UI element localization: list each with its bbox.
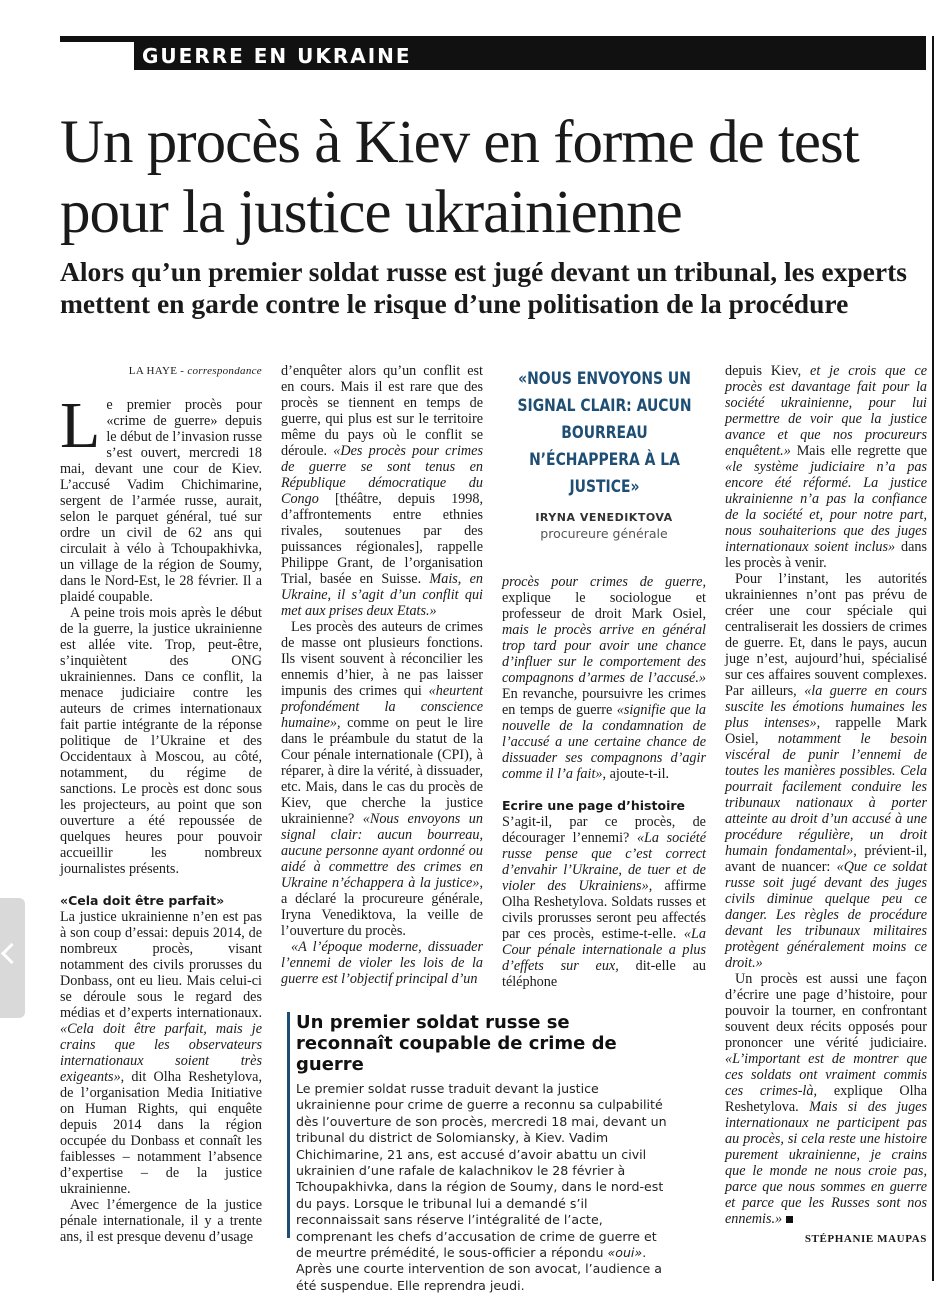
subheading: Ecrire une page d’histoire bbox=[502, 798, 685, 813]
paragraph bbox=[725, 363, 927, 571]
article-column-2 bbox=[281, 363, 483, 987]
text-span: Les procès des auteurs de crimes de masse ont plusieurs fonctions. Ils visent souvent à réconcilier les ennemis d’hier, à ne pas laisser impunis des crimes qui bbox=[281, 619, 483, 699]
dateline-place: LA HAYE bbox=[128, 365, 178, 377]
article-column-3 bbox=[502, 574, 706, 990]
article-column-4 bbox=[725, 363, 927, 1247]
paragraph bbox=[281, 939, 483, 987]
chevron-left-icon bbox=[1, 943, 22, 964]
text-span: Le premier soldat russe traduit devant la justice ukrainienne pour crime de guerre a reconnu sa culpabilité dès l’ouverture de son procès, mercredi 18 mai, devant un tribunal du district de Solomiansky, à Kiev. Vadim Chichimarine, 21 ans, est accusé d’avoir abattu un civil ukrainien d’une rafale de kalachnikov le 28 février à Tchoupakhivka, dans la région de Soumy, dans le nord-est du pays. Lorsque le tribunal lui a demandé s’il reconnaissait sans réserve l’intégralité de l’acte, comprenant les chefs d’accusation de crime de guerre et de meurtre prémédité, le sous-officier a répondu bbox=[296, 1081, 667, 1261]
pull-quote-author: IRYNA VENEDIKTOVA bbox=[535, 511, 673, 524]
text-span: . Après une courte intervention de son avocat, l’audience a été suspendue. Elle reprendra jeudi. bbox=[296, 1245, 662, 1293]
quote-span: Mais si des juges internationaux ne participent pas au procès, si cela reste une histoire purement ukrainienne, je crains que le monde ne nous croie pas, parce que nous sommes en guerre et parce que les Russes sont nos ennemis.» bbox=[725, 1099, 927, 1227]
article-column-1 bbox=[60, 363, 262, 1245]
subheading: «Cela doit être parfait» bbox=[60, 893, 225, 908]
headline: Un procès à Kiev en forme de test pour la justice ukrainienne bbox=[60, 109, 859, 246]
text-span: explique Olha Reshetylova. bbox=[725, 1083, 928, 1115]
quote-span: «Des procès pour crimes de guerre se sont tenus en République démocratique du Congo bbox=[281, 443, 483, 507]
text-span: Un procès est aussi une façon d’écrire une page d’histoire, pour pouvoir la tourner, en confrontant souvent deux récits opposés pour prononcer une vérité judiciaire. bbox=[725, 971, 927, 1051]
text-span: S’agit-il, par ce procès, de décourager l’ennemi? bbox=[502, 814, 706, 846]
text-span: En revanche, poursuivre les crimes en temps de guerre bbox=[502, 686, 706, 718]
inset-box bbox=[296, 1012, 668, 1294]
text-span: d’enquêter alors qu’un conflit est en cours. Mais il est rare que des procès se tiennent en temps de guerre, qui plus est sur le territoire même du pays où le conflit se déroule. bbox=[281, 363, 483, 459]
lead-text: e premier procès pour «crime de guerre» depuis le début de l’invasion russe s’est ouvert, mercredi 18 mai, devant une cour de Kiev. L’accusé Vadim Chichimarine, sergent de l’armée russe, aurait, selon le parquet général, tué sur ordre un civil de 62 ans qui circulait à vélo à Tchoupakhivka, un village de la région de Soumy, dans le Nord-Est, le 28 février. Il a plaidé coupable. bbox=[60, 397, 262, 605]
section-tag: GUERRE EN UKRAINE bbox=[134, 42, 926, 70]
quote-span: «Cela doit être parfait, mais je crains que les observateurs internationaux soient très exigeants» bbox=[60, 1021, 262, 1085]
quote-span: «oui» bbox=[607, 1245, 643, 1261]
quote-span: «Que ce soldat russe soit jugé devant des juges civils diminue quelque peu ce danger. Les règles de procédure devant les tribunaux militaires protègent généralement moins ce droit.» bbox=[725, 859, 928, 971]
pull-quote-text: «NOUS ENVOYONS UN SIGNAL CLAIR: AUCUN BOURREAU N’ÉCHAPPERA À LA JUSTICE» bbox=[517, 369, 692, 497]
end-mark-icon bbox=[786, 1216, 793, 1223]
paragraph bbox=[60, 909, 262, 1197]
paragraph bbox=[725, 571, 927, 971]
quote-span: mais le procès arrive en général trop tard pour avoir une chance d’influer sur le comportement des compagnons d’armes de l’accusé.» bbox=[502, 622, 706, 686]
inset-box-bar bbox=[287, 1012, 290, 1238]
quote-span: «Nous envoyons un signal clair: aucun bourreau, aucune personne ayant ordonné ou aidé à commettre des crimes en Ukraine n’échappera à la justice» bbox=[281, 811, 483, 891]
text-span: , ajoute-t-il. bbox=[602, 766, 670, 782]
text-span: , a déclaré la procureure générale, Iryna Venediktova, la veille de l’ouverture du procès. bbox=[281, 875, 483, 939]
inset-box-title: Un premier soldat russe se reconnaît coupable de crime de guerre bbox=[296, 1012, 617, 1075]
text-span: explique le sociologue et professeur de droit Mark Osiel, bbox=[502, 590, 706, 622]
text-span: dans les procès à venir. bbox=[725, 539, 927, 571]
quote-span: «A l’époque moderne, dissuader l’ennemi de violer les lois de la guerre est l’objectif principal d’un bbox=[281, 939, 483, 987]
paragraph bbox=[281, 619, 483, 939]
dateline bbox=[60, 363, 262, 379]
quote-span: procès pour crimes de guerre, bbox=[502, 574, 706, 590]
inset-box-text bbox=[296, 1081, 668, 1294]
text-span: , affirme Olha Reshetylova. Soldats russes et civils prorusses seront peu affectés par ces procès, estime-t-elle. bbox=[502, 878, 706, 942]
quote-span: notamment le besoin viscéral de punir l’ennemi de toutes les manières possibles. Cela pourrait facilement conduire les tribunaux nationaux à porter atteinte au droit d’un accusé à une procédure régulière, un droit humain fondamental» bbox=[725, 731, 927, 859]
quote-span: «le système judiciaire n’a pas encore été réformé. La justice ukrainienne n’a pas la confiance de la société et, pour notre part, nous souhaiterions que des juges internationaux soient inclus» bbox=[725, 459, 927, 555]
pull-quote-role: procureure générale bbox=[540, 526, 668, 541]
quote-span: Mais, en Ukraine, il s’agit d’un conflit qui met aux prises deux Etats.» bbox=[281, 571, 483, 619]
dateline-role: correspondance bbox=[187, 365, 262, 377]
paragraph bbox=[281, 363, 483, 619]
drop-cap: L bbox=[60, 389, 101, 462]
quote-span: «La société russe pense que c’est correct d’envahir l’Ukraine, de tuer et de violer des Ukrainiens» bbox=[502, 830, 706, 894]
text-span: , dit Olha Reshetylova, de l’organisation Media Initiative on Human Rights, qui enquête depuis 2014 dans la région occupée du Donbass et connaît les faiblesses – notamment l’absence d’expertise – de la justice ukrainienne. bbox=[60, 1069, 262, 1197]
paragraph: A peine trois mois après le début de la guerre, la justice ukrainienne est allée vite. Trop, peut-être, s’inquiètent des ONG ukrainiennes. Dans ce conflit, la menace judiciaire contre les auteurs de crimes internationaux fait partie intégrante de la réponse politique de l’Ukraine et des Occidentaux à Moscou, au côté, notamment, du régime de sanctions. Le procès est donc sous les projecteurs, au point que son ouverture a été repoussée de quelques heures pour pouvoir accueillir les nombreux journalistes présents. bbox=[60, 605, 262, 877]
lead-paragraph bbox=[60, 389, 262, 605]
standfirst: Alors qu’un premier soldat russe est jugé devant un tribunal, les experts mettent en garde contre le risque d’une politisation de la procédure bbox=[60, 256, 907, 319]
quote-span: «L’important est de montrer que ces soldats ont vraiment commis ces crimes-là, bbox=[725, 1051, 927, 1099]
quote-span: «heurtent profondément la conscience humaine» bbox=[281, 683, 483, 731]
quote-span: «la guerre en cours suscite les émotions humaines les plus intenses» bbox=[725, 683, 927, 731]
text-span: Mais elle regrette que bbox=[796, 443, 928, 459]
text-span: depuis Kiev, bbox=[725, 363, 802, 379]
text-span: dit-elle au téléphone bbox=[502, 958, 706, 990]
text-span: , rappelle Mark Osiel, bbox=[725, 715, 928, 747]
text-span: [théâtre, depuis 1998, d’affrontements entre ethnies rivales, soutenues par des puissances régionales], rappelle Philippe Grant, de l’organisation Trial, basée en Suisse. bbox=[281, 491, 483, 587]
pull-quote bbox=[510, 366, 698, 541]
dateline-separator: - bbox=[177, 365, 188, 377]
quote-span: «La Cour pénale internationale a plus d’effets sur eux, bbox=[502, 926, 706, 974]
text-span: Pour l’instant, les autorités ukrainiennes n’ont pas prévu de créer une cour spéciale qui centraliserait les dossiers de crimes de guerre. Et, dans le pays, aucun juge n’est, aujourd’hui, spécialisé sur ces affaires souvent complexes. Par ailleurs, bbox=[725, 571, 927, 699]
quote-span: et je crois que ce procès est davantage fait pour la société ukrainienne, pour lui permettre de voir que la justice avance et que nos procureurs enquêtent.» bbox=[725, 363, 927, 459]
text-span: , comme on peut le lire dans le préambule du statut de la Cour pénale internationale (CPI), à réparer, à dire la vérité, à dissuader, etc. Mais, dans le cas du procès de Kiev, que cherche la justice ukrainienne? bbox=[281, 715, 483, 827]
quote-span: «signifie que la nouvelle de la condamnation de l’accusé a une certaine chance de dissuader ses compagnons d’agir comme il l’a fait» bbox=[502, 702, 707, 782]
previous-page-tab[interactable] bbox=[0, 898, 25, 1018]
paragraph bbox=[725, 971, 927, 1227]
byline-signature: STÉPHANIE MAUPAS bbox=[804, 1233, 927, 1245]
text-span: , prévient-il, avant de nuancer: bbox=[725, 843, 927, 875]
text-span: La justice ukrainienne n’en est pas à son coup d’essai: depuis 2014, de nombreux procès, visant notamment des civils prorusses du Donbass, ont eu lieu. Mais celui-ci se déroule sous le regard des médias et d’experts internationaux. bbox=[60, 909, 262, 1021]
paragraph bbox=[502, 814, 706, 990]
paragraph bbox=[502, 574, 706, 782]
paragraph: Avec l’émergence de la justice pénale internationale, il y a trente ans, il est presque devenu d’usage bbox=[60, 1197, 262, 1245]
